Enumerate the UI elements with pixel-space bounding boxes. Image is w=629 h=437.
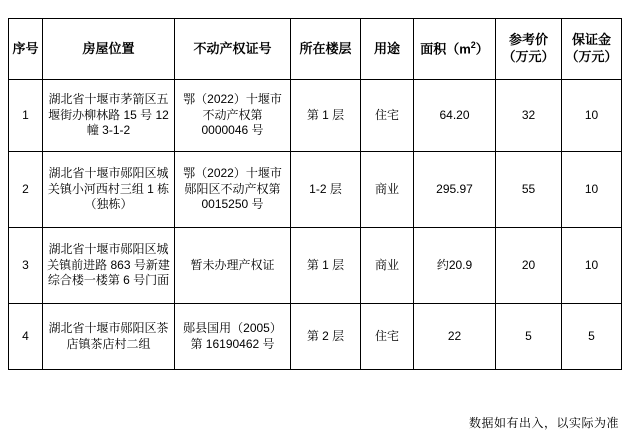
cell-index: 2 (9, 152, 43, 228)
table-row (9, 228, 622, 304)
cell-deposit: 10 (562, 152, 622, 228)
header-price-unit: （万元） (502, 49, 555, 64)
header-certificate: 不动产权证号 (175, 19, 291, 80)
cell-area: 64.20 (414, 80, 496, 152)
header-price-label: 参考价 (508, 32, 548, 48)
cell-deposit: 10 (562, 228, 622, 304)
cell-floor: 第 1 层 (291, 80, 361, 152)
cell-price: 32 (496, 80, 562, 152)
header-deposit (562, 19, 622, 80)
header-area-label: 面积（m (420, 41, 471, 57)
header-deposit-unit: （万元） (565, 49, 618, 64)
cell-index: 1 (9, 80, 43, 152)
cell-floor: 1-2 层 (291, 152, 361, 228)
table-body (9, 80, 622, 370)
cell-price: 55 (496, 152, 562, 228)
cell-usage: 商业 (361, 228, 414, 304)
header-index: 序号 (9, 19, 43, 80)
cell-address: 湖北省十堰市郧阳区城关镇小河西村三组 1 栋（独栋） (43, 152, 175, 228)
cell-index: 3 (9, 228, 43, 304)
cell-price: 20 (496, 228, 562, 304)
cell-area: 22 (414, 304, 496, 370)
cell-usage: 商业 (361, 152, 414, 228)
header-usage: 用途 (361, 19, 414, 80)
property-table (8, 18, 622, 370)
cell-address: 湖北省十堰市茅箭区五堰街办柳林路 15 号 12 幢 3-1-2 (43, 80, 175, 152)
header-area-close: ） (475, 41, 489, 57)
footer-note: 数据如有出入，以实际为准 (468, 416, 619, 430)
header-row (9, 19, 622, 80)
cell-usage: 住宅 (361, 304, 414, 370)
cell-price: 5 (496, 304, 562, 370)
property-table-container (8, 18, 621, 370)
cell-usage: 住宅 (361, 80, 414, 152)
table-header (9, 19, 622, 80)
cell-certificate: 鄂（2022）十堰市不动产权第 0000046 号 (175, 80, 291, 152)
cell-certificate: 郧县国用（2005）第 16190462 号 (175, 304, 291, 370)
cell-floor: 第 1 层 (291, 228, 361, 304)
table-row (9, 304, 622, 370)
cell-certificate: 鄂（2022）十堰市郧阳区不动产权第 0015250 号 (175, 152, 291, 228)
header-deposit-label: 保证金 (571, 32, 611, 48)
header-address: 房屋位置 (43, 19, 175, 80)
cell-floor: 第 2 层 (291, 304, 361, 370)
cell-index: 4 (9, 304, 43, 370)
table-row (9, 80, 622, 152)
cell-area: 295.97 (414, 152, 496, 228)
header-area (414, 19, 496, 80)
header-price (496, 19, 562, 80)
cell-area: 约20.9 (414, 228, 496, 304)
header-area-superscript: 2 (470, 40, 476, 51)
cell-deposit: 10 (562, 80, 622, 152)
table-row (9, 152, 622, 228)
cell-address: 湖北省十堰市郧阳区茶店镇茶店村二组 (43, 304, 175, 370)
header-floor: 所在楼层 (291, 19, 361, 80)
cell-certificate: 暂未办理产权证 (175, 228, 291, 304)
cell-address: 湖北省十堰市郧阳区城关镇前进路 863 号新建综合楼一楼第 6 号门面 (43, 228, 175, 304)
cell-deposit: 5 (562, 304, 622, 370)
